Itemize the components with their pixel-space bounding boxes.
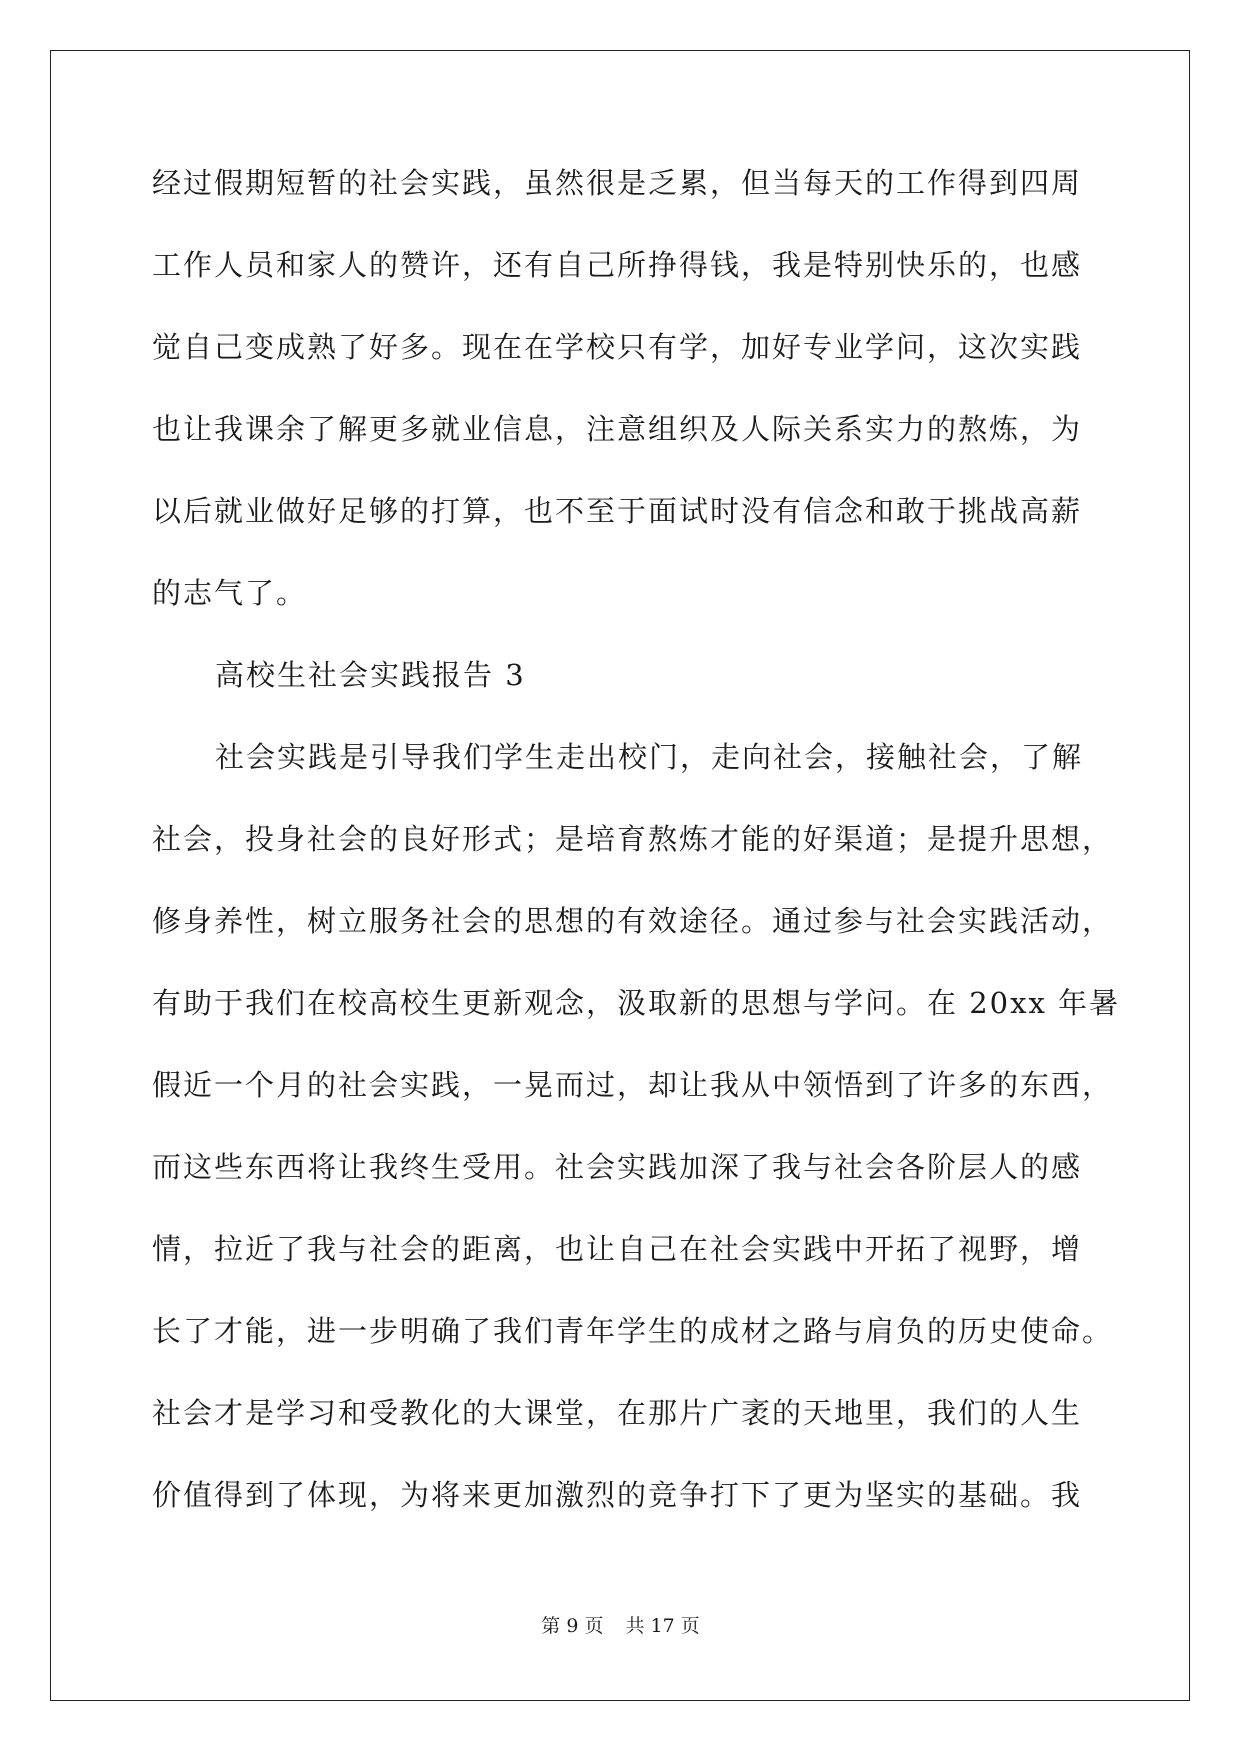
text-line: 长了才能，进一步明确了我们青年学生的成材之路与肩负的历史使命。 — [152, 1314, 1114, 1348]
text-line: 的志气了。 — [152, 576, 308, 610]
page-number: 第 9 页 — [541, 1615, 604, 1637]
text-line: 工作人员和家人的赞许，还有自己所挣得钱，我是特别快乐的，也感 — [152, 248, 1083, 282]
text-line: 假近一个月的社会实践，一晃而过，却让我从中领悟到了许多的东西， — [152, 1068, 1114, 1102]
text-line: 情，拉近了我与社会的距离，也让自己在社会实践中开拓了视野，增 — [152, 1232, 1083, 1266]
text-line: 社会，投身社会的良好形式；是培育熬炼才能的好渠道；是提升思想， — [152, 822, 1114, 856]
page-total: 共 17 页 — [625, 1615, 700, 1637]
text-line: 有助于我们在校高校生更新观念，汲取新的思想与学问。在 20xx 年暑 — [152, 986, 1121, 1020]
text-line: 价值得到了体现，为将来更加激烈的竞争打下了更为坚实的基础。我 — [152, 1478, 1083, 1512]
page-footer — [0, 1614, 1241, 1638]
text-line: 修身养性，树立服务社会的思想的有效途径。通过参与社会实践活动， — [152, 904, 1114, 938]
text-line: 高校生社会实践报告 3 — [215, 658, 526, 692]
document-body — [152, 163, 1121, 1557]
text-line: 社会实践是引导我们学生走出校门，走向社会，接触社会，了解 — [215, 740, 1084, 774]
text-line: 而这些东西将让我终生受用。社会实践加深了我与社会各阶层人的感 — [152, 1150, 1083, 1184]
text-line: 社会才是学习和受教化的大课堂，在那片广袤的天地里，我们的人生 — [152, 1396, 1083, 1430]
text-line: 以后就业做好足够的打算，也不至于面试时没有信念和敢于挑战高薪 — [152, 494, 1083, 528]
text-line: 也让我课余了解更多就业信息，注意组织及人际关系实力的熬炼，为 — [152, 412, 1083, 446]
text-line: 经过假期短暂的社会实践，虽然很是乏累，但当每天的工作得到四周 — [152, 166, 1083, 200]
text-line: 觉自己变成熟了好多。现在在学校只有学，加好专业学问，这次实践 — [152, 330, 1083, 364]
